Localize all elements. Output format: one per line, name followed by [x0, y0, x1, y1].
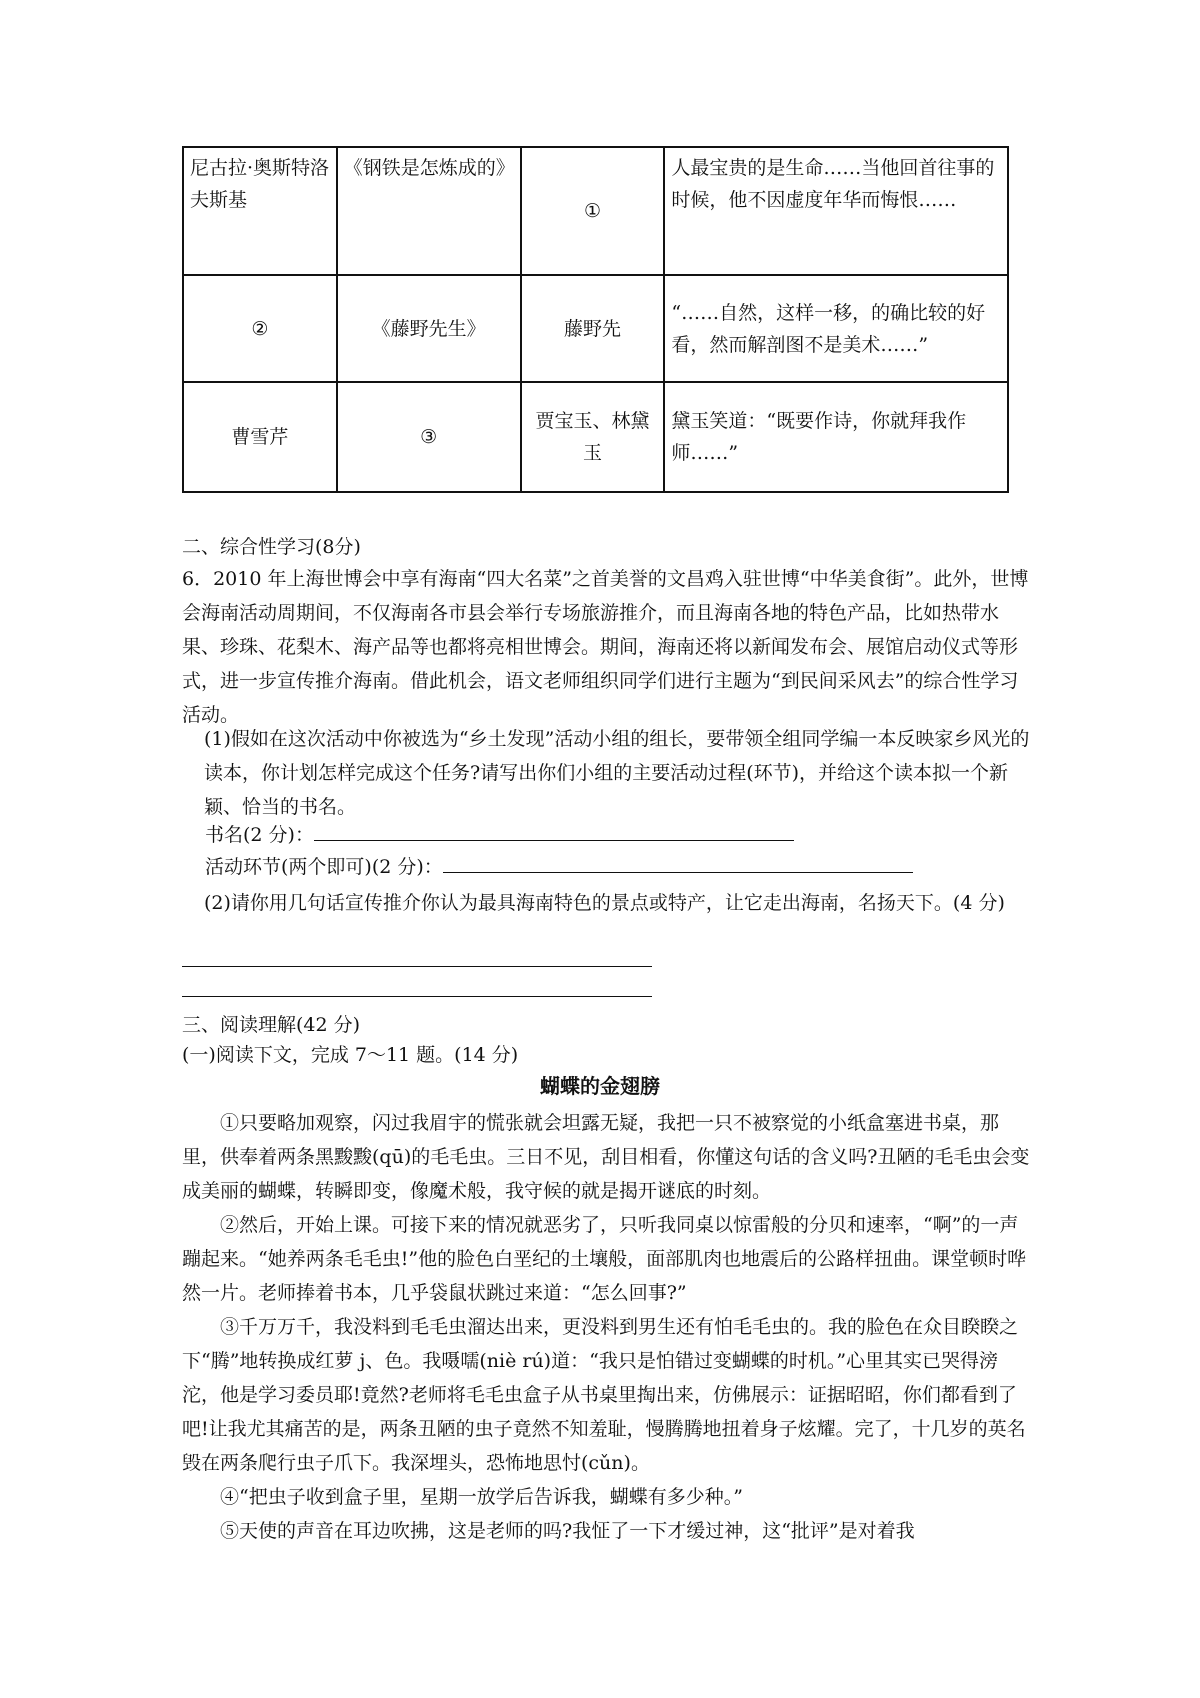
- section-heading: 二、综合性学习(8分): [182, 536, 361, 558]
- section-heading: 三、阅读理解(42 分): [182, 1014, 361, 1036]
- literature-table: [182, 146, 1009, 493]
- book-name-label: 书名(2 分)：: [205, 824, 314, 846]
- answer-line[interactable]: [182, 966, 652, 967]
- work-cell: 《藤野先生》: [337, 275, 521, 382]
- activity-row: [205, 852, 913, 882]
- table-row: [183, 382, 1008, 492]
- character-cell: ①: [521, 147, 665, 275]
- character-cell: 藤野先: [521, 275, 665, 382]
- quote-cell: “……自然，这样一移，的确比较的好看，然而解剖图不是美术……”: [664, 275, 1008, 382]
- table-row: [183, 147, 1008, 275]
- question-6-part2: (2)请你用几句话宣传推介你认为最具海南特色的景点或特产，让它走出海南，名扬天下。(4 分): [204, 892, 1005, 914]
- article-paragraph: ④“把虫子收到盒子里，星期一放学后告诉我，蝴蝶有多少种。”: [220, 1486, 743, 1508]
- author-cell: 曹雪芹: [183, 382, 337, 492]
- work-cell: ③: [337, 382, 521, 492]
- article-title: 蝴蝶的金翅膀: [540, 1074, 660, 1098]
- quote-cell: 黛玉笑道：“既要作诗，你就拜我作师……”: [664, 382, 1008, 492]
- article-paragraph: ①只要略加观察，闪过我眉宇的慌张就会坦露无疑，我把一只不被察觉的小纸盒塞进书桌，那里，供奉着两条黑黢黢(qū)的毛毛虫。三日不见，刮目相看，你懂这句话的含义吗?丑陋的毛毛虫会变成美丽的蝴蝶，转瞬即变，像魔术般，我守候的就是揭开谜底的时刻。: [182, 1112, 1030, 1202]
- article-body: [182, 1106, 1032, 1548]
- work-cell: 《钢铁是怎炼成的》: [337, 147, 521, 275]
- article-paragraph: ⑤天使的声音在耳边吹拂，这是老师的吗?我怔了一下才缓过神，这“批评”是对着我: [220, 1520, 915, 1542]
- activity-blank[interactable]: [443, 854, 913, 873]
- question-6-part1: (1)假如在这次活动中你被选为“乡土发现”活动小组的组长，要带领全组同学编一本反映家乡风光的读本，你计划怎样完成这个任务?请写出你们小组的主要活动过程(环节)，并给这个读本拟一个新颖、恰当的书名。: [204, 728, 1030, 818]
- reading-subheading: (一)阅读下文，完成 7～11 题。(14 分): [182, 1044, 519, 1066]
- question-6-text: 6．2010 年上海世博会中享有海南“四大名菜”之首美誉的文昌鸡入驻世博“中华美食街”。此外，世博会海南活动周期间，不仅海南各市县会举行专场旅游推介，而且海南各地的特色产品，比如热带水果、珍珠、花梨木、海产品等也都将亮相世博会。期间，海南还将以新闻发布会、展馆启动仪式等形式，进一步宣传推介海南。借此机会，语文老师组织同学们进行主题为“到民间采风去”的综合性学习活动。: [182, 568, 1029, 726]
- article-paragraph: ③千万万千，我没料到毛毛虫溜达出来，更没料到男生还有怕毛毛虫的。我的脸色在众目睽睽之下“腾”地转换成红萝 j、色。我嗫嚅(niè rú)道：“我只是怕错过变蝴蝶的时机。”心里其实已哭得滂沱，他是学习委员耶!竟然?老师将毛毛虫盒子从书桌里掏出来，仿佛展示：证据昭昭，你们都看到了吧!让我尤其痛苦的是，两条丑陋的虫子竟然不知羞耻，慢腾腾地扭着身子炫耀。完了，十几岁的英名毁在两条爬行虫子爪下。我深埋头，恐怖地思忖(cǔn)。: [182, 1316, 1026, 1474]
- book-name-row: [205, 820, 794, 850]
- quote-cell: 人最宝贵的是生命……当他回首往事的时候，他不因虚度年华而悔恨……: [664, 147, 1008, 275]
- author-cell: ②: [183, 275, 337, 382]
- activity-label: 活动环节(两个即可)(2 分)：: [205, 856, 443, 878]
- author-cell: 尼古拉·奥斯特洛夫斯基: [183, 147, 337, 275]
- answer-line[interactable]: [182, 996, 652, 997]
- book-name-blank[interactable]: [314, 822, 794, 841]
- character-cell: 贾宝玉、林黛玉: [521, 382, 665, 492]
- article-paragraph: ②然后，开始上课。可接下来的情况就恶劣了，只听我同桌以惊雷般的分贝和速率，“啊”的一声蹦起来。“她养两条毛毛虫!”他的脸色白垩纪的土壤般，面部肌肉也地震后的公路样扭曲。课堂顿时哗然一片。老师捧着书本，几乎袋鼠状跳过来道：“怎么回事?”: [182, 1214, 1027, 1304]
- table-row: [183, 275, 1008, 382]
